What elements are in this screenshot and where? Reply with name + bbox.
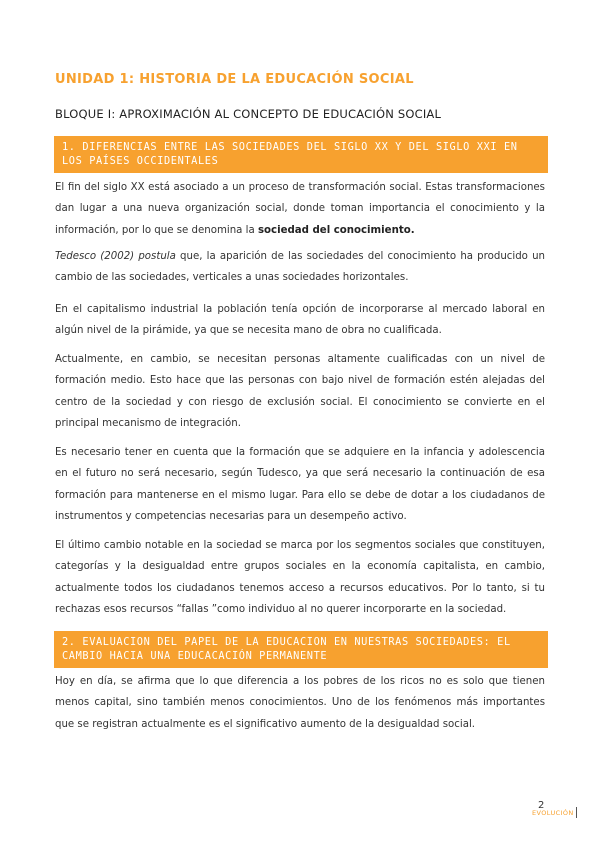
section-heading-2: 2. EVALUACION DEL PAPEL DE LA EDUCACION EN NUESTRAS SOCIEDADES: EL CAMBIO HACIA UNA EDUCACACIÓN PERMANENTE bbox=[54, 631, 548, 668]
paragraph-4: Actualmente, en cambio, se necesitan personas altamente cualificadas con un nivel de formación medio. Esto hace que las personas con bajo nivel de formación estén alejadas del centro de la sociedad y con riesgo de exclusión social. El conocimiento se convierte en el principal mecanismo de integración. bbox=[55, 354, 545, 429]
page-number: 2 bbox=[538, 800, 545, 811]
paragraph-5: Es necesario tener en cuenta que la formación que se adquiere en la infancia y adolescencia en el futuro no será necesario, según Tudesco, ya que será necesario la continuación de esa formación para mantenerse en el mismo lugar. Para ello se debe de dotar a los ciudadanos de instrumentos y competencias necesarias para un desempeño activo. bbox=[55, 447, 545, 522]
section-heading-1: 1. DIFERENCIAS ENTRE LAS SOCIEDADES DEL SIGLO XX Y DEL SIGLO XXI EN LOS PAÍSES OCCIDENTALES bbox=[54, 136, 548, 173]
paragraph-3: En el capitalismo industrial la población tenía opción de incorporarse al mercado laboral en algún nivel de la pirámide, ya que se necesita mano de obra no cualificada. bbox=[55, 304, 545, 337]
paragraph-2 bbox=[55, 246, 545, 289]
paragraph-1-text: El fin del siglo XX está asociado a un proceso de transformación social. Estas transformaciones dan lugar a una nueva organización social, donde toman importancia el conocimiento y la información, por lo que se denomina la bbox=[55, 182, 545, 236]
bloque-title: BLOQUE I: APROXIMACIÓN AL CONCEPTO DE EDUCACIÓN SOCIAL bbox=[55, 107, 442, 121]
bold-term-sociedad-conocimiento: sociedad del conocimiento. bbox=[257, 224, 415, 236]
citation-tedesco: Tedesco (2002) postula bbox=[55, 251, 176, 262]
footer-brand-logo: EVOLUCIÓN bbox=[532, 809, 574, 817]
paragraph-7: Hoy en día, se afirma que lo que diferencia a los pobres de los ricos no es solo que tienen menos capital, sino también menos conocimientos. Uno de los fenómenos más importantes que se registran actualmente es el significativo aumento de la desigualdad social. bbox=[55, 676, 545, 730]
paragraph-1 bbox=[55, 177, 545, 241]
footer-divider bbox=[576, 807, 577, 818]
paragraph-2-text: que, la aparición de las sociedades del conocimiento ha producido un cambio de las sociedades, verticales a unas sociedades horizontales. bbox=[55, 251, 545, 284]
unit-title: UNIDAD 1: HISTORIA DE LA EDUCACIÓN SOCIAL bbox=[55, 72, 414, 87]
page-footer bbox=[510, 800, 590, 820]
paragraph-6: El último cambio notable en la sociedad se marca por los segmentos sociales que constituyen, categorías y la desigualdad entre grupos sociales en la economía capitalista, en cambio, actualmente todos los ciudadanos tenemos acceso a recursos educativos. Por lo tanto, si tu rechazas esos recursos “fallas ”como individuo al no querer incorporarte en la sociedad. bbox=[55, 540, 545, 615]
